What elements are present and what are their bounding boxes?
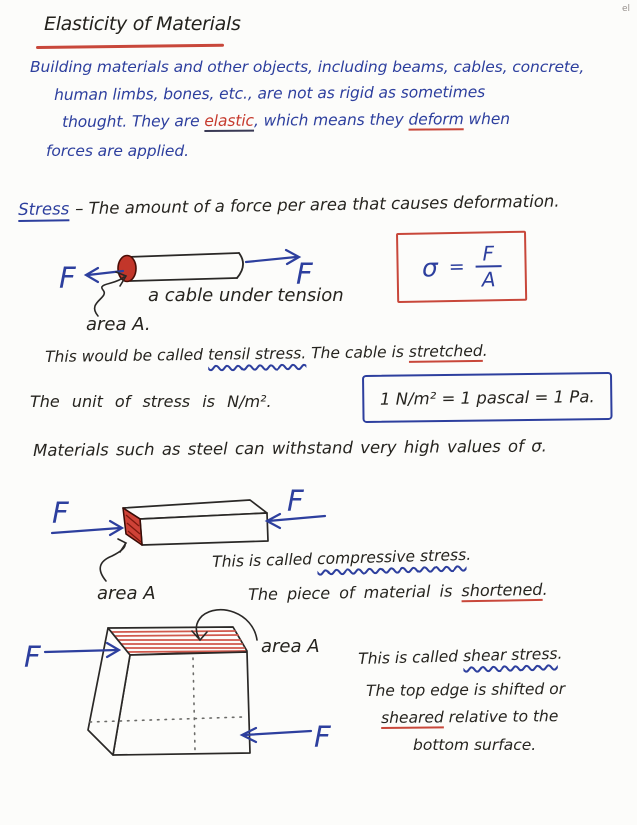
shear-force-label-bottom: F [314, 720, 331, 754]
force-area-fraction [475, 242, 501, 290]
shear-caption-line-4: bottom surface. [413, 736, 537, 754]
unit-box-text: 1 N/m² = 1 pascal = 1 Pa. [379, 386, 595, 409]
compress-line1-pre: This is called [212, 550, 318, 571]
stress-definition-text: – The amount of a force per area that causes deformation. [75, 191, 560, 219]
force-arrow-right [246, 250, 299, 264]
compress-line2-pre: The piece of material is [248, 581, 462, 604]
unit-line [30, 392, 272, 411]
sheared-term: sheared [381, 708, 444, 727]
equals-sign: = [448, 255, 465, 279]
stretched-term: stretched [408, 341, 483, 361]
stress-term: Stress [18, 199, 70, 219]
shear-force-label-top: F [24, 640, 41, 674]
fraction-denominator: A [481, 267, 496, 292]
area-pointer-squiggle [95, 272, 126, 316]
page-title: Elasticity of Materials [44, 13, 241, 35]
steel-line: Materials such as steel can withstand very high values of σ. [33, 436, 547, 460]
shear-caption-line-3 [381, 707, 558, 727]
corner-mark: el [621, 4, 630, 14]
elastic-term: elastic [204, 111, 255, 131]
intro-line-1: Building materials and other objects, including beams, cables, concrete, [30, 58, 585, 76]
intro-line-3 [62, 110, 510, 131]
cable-caption: a cable under tension [148, 285, 344, 306]
compress-force-label-right: F [287, 484, 304, 518]
intro-line-3-mid: , which means they [253, 110, 409, 130]
tensile-term: tensil stress. [207, 344, 307, 364]
shear-stress-term: shear stress [462, 644, 558, 666]
unit-line-pre: The unit of stress is [30, 392, 228, 411]
unit-value: N/m². [227, 392, 272, 411]
shear-diagram [20, 600, 340, 765]
formula-box [396, 231, 527, 303]
cable-end-cap [118, 256, 136, 282]
shear-area-label: area A [261, 636, 320, 657]
shear-line1-post: . [557, 644, 563, 663]
tensile-pre: This would be called [45, 345, 209, 366]
compress-area-squiggle [100, 539, 126, 581]
shear-line3-rest: relative to the [443, 707, 559, 727]
compress-line1-post: . [465, 545, 472, 564]
force-label-left: F [59, 261, 76, 295]
tension-diagram [20, 240, 380, 340]
fraction-numerator: F [475, 242, 501, 267]
cable-body [127, 253, 243, 281]
tensile-stress-line [45, 342, 488, 366]
intro-line-2: human limbs, bones, etc., are not as rigid as sometimes [54, 82, 486, 104]
compress-force-label-left: F [52, 496, 69, 530]
tensile-mid: The cable is [306, 342, 409, 363]
tension-area-label: area A. [86, 314, 151, 335]
shear-caption-line-2: The top edge is shifted or [366, 679, 566, 700]
tensile-post: . [482, 341, 488, 360]
shear-arrow-bottom [242, 728, 311, 742]
compressive-stress-term: compressive stress [316, 545, 467, 569]
shear-line1-pre: This is called [358, 647, 464, 668]
compress-area-label: area A [97, 583, 156, 604]
compress-line2-post: . [542, 579, 548, 599]
intro-line-3-post: when [463, 109, 511, 129]
deform-term: deform [408, 110, 464, 129]
intro-line-4: forces are applied. [46, 142, 189, 160]
cube-front-face [113, 652, 250, 755]
stress-definition-line [18, 191, 560, 219]
shortened-term: shortened [461, 579, 543, 601]
title-underline [36, 44, 224, 49]
force-label-right: F [296, 257, 313, 291]
intro-line-3-pre: thought. They are [62, 112, 205, 131]
sigma-symbol: σ [421, 252, 439, 283]
shear-caption-line-1 [358, 645, 563, 668]
unit-definition-box [362, 372, 613, 423]
bar-front-face [140, 513, 268, 545]
